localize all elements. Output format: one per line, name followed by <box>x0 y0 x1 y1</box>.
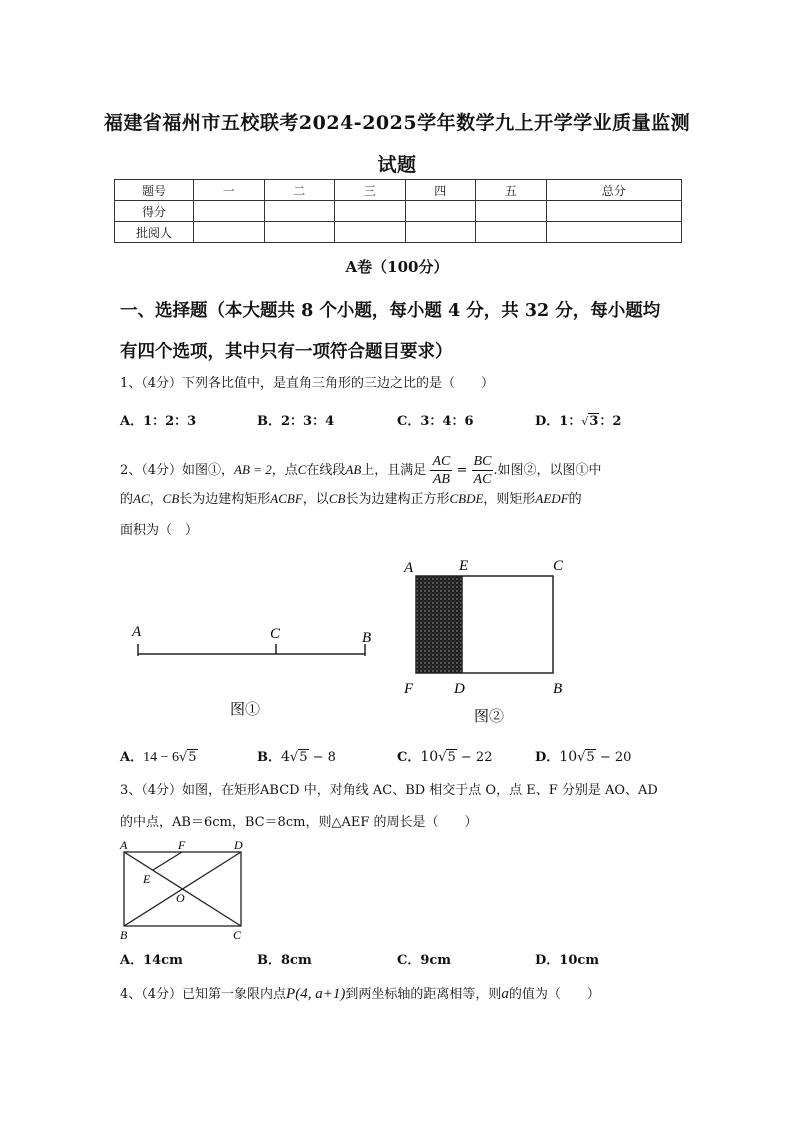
option-term: 4 <box>281 749 290 765</box>
score-cell <box>264 222 335 243</box>
label-b: B <box>362 630 372 646</box>
label-d: D <box>234 838 243 852</box>
score-table-row <box>115 222 682 243</box>
q2-math: ACBF <box>270 491 303 506</box>
q1-option-d-radicand: 3 <box>589 414 599 429</box>
question-2-line2 <box>120 489 582 510</box>
fraction-numerator: AC <box>432 454 451 469</box>
section-heading-line2: 有四个选项，其中只有一项符合题目要求） <box>120 342 453 362</box>
label-e: E <box>459 558 469 574</box>
segment-ef <box>153 852 182 870</box>
q4-point: P(4, a+1) <box>286 986 346 1002</box>
q2-text: 的 <box>120 492 134 507</box>
option-label: D． <box>535 750 560 765</box>
q2-figure-1 <box>128 616 388 726</box>
q2-text: 的 <box>568 492 582 507</box>
q1-option-d-prefix: D．1： <box>535 414 582 429</box>
label-c: C <box>553 558 564 574</box>
option-term: − 8 <box>308 750 336 765</box>
score-cell <box>476 222 547 243</box>
score-table-row <box>115 201 682 222</box>
label-e: E <box>143 872 151 886</box>
q2-figure-2 <box>396 554 576 726</box>
q4-var: a <box>501 986 509 1002</box>
section-heading-line1: 一、选择题（本大题共 8 个小题，每小题 4 分，共 32 分，每小题均 <box>120 301 661 321</box>
q2-equals: = <box>456 463 468 478</box>
score-cell <box>546 201 682 222</box>
paper-title-line1: 福建省福州市五校联考2024-2025学年数学九上开学学业质量监测 <box>103 112 691 134</box>
q2-text: ，以 <box>302 492 329 507</box>
q2-fraction-bc-ac <box>472 453 494 488</box>
score-table-header-row <box>115 180 682 201</box>
question-2-line3: 面积为（ ） <box>120 523 199 538</box>
q1-option-d: D．1：√3：2 <box>535 414 622 429</box>
question-2-line1 <box>120 453 602 488</box>
q2-math: CB <box>162 491 180 506</box>
fraction-numerator: BC <box>473 454 492 469</box>
fraction-denominator: AC <box>473 472 492 487</box>
q2-text: 长为边建构矩形 <box>179 492 271 507</box>
q2-option-b: B．4√5 − 8 <box>257 749 336 765</box>
score-cell <box>476 201 547 222</box>
label-d: D <box>454 681 465 697</box>
score-cell <box>194 222 265 243</box>
option-term: 14 − 6 <box>143 750 179 765</box>
score-cell <box>405 222 476 243</box>
option-label: C． <box>397 750 421 765</box>
score-cell <box>264 201 335 222</box>
label-b: B <box>120 928 128 942</box>
q3-figure <box>114 836 254 944</box>
score-row-label: 批阅人 <box>115 222 194 243</box>
option-radicand: 5 <box>586 750 595 765</box>
score-cell <box>546 222 682 243</box>
option-term: − 22 <box>456 750 493 765</box>
q2-text: ，则矩形 <box>483 492 536 507</box>
score-header-cell: 四 <box>405 180 476 201</box>
figure-1-caption: 图① <box>230 702 261 718</box>
q2-text: 上，且满足 <box>361 463 427 478</box>
score-header-cell: 五 <box>476 180 547 201</box>
q2-math: AB = 2 <box>234 462 272 477</box>
option-term: 10 <box>420 749 439 765</box>
q1-option-b: B．2：3：4 <box>257 414 335 429</box>
question-1-stem: 1、（4分）下列各比值中，是直角三角形的三边之比的是（ ） <box>120 376 495 391</box>
q1-option-a: A．1：2：3 <box>120 414 197 429</box>
q2-text: ， <box>149 492 163 507</box>
question-3-line1: 3、（4分）如图，在矩形ABCD 中，对角线 AC、BD 相交于点 O，点 E、F 分别是 AO、AD <box>120 783 658 798</box>
q2-option-c: C．10√5 − 22 <box>397 749 493 765</box>
q3-option-b: B．8cm <box>257 953 312 968</box>
q4-text: 的值为（ ） <box>508 987 600 1002</box>
label-c: C <box>233 928 242 942</box>
option-radicand: 5 <box>188 750 197 765</box>
score-cell <box>335 201 406 222</box>
option-term: 10 <box>559 749 578 765</box>
q1-option-c: C．3：4：6 <box>397 414 474 429</box>
q2-fraction-ac-ab <box>430 453 452 488</box>
label-o: O <box>176 891 185 905</box>
q3-option-d: D．10cm <box>535 953 600 968</box>
label-a: A <box>132 624 142 640</box>
q4-text: 4、（4分）已知第一象限内点 <box>120 987 287 1002</box>
q3-option-a: A．14cm <box>120 953 183 968</box>
option-radicand: 5 <box>447 750 456 765</box>
option-term: − 20 <box>595 750 632 765</box>
q2-option-a: A．14 − 6√5 <box>120 750 197 765</box>
figure-2-caption: 图② <box>474 709 505 725</box>
q2-math: CB <box>328 491 346 506</box>
question-4 <box>120 984 600 1005</box>
score-table <box>114 179 682 243</box>
label-f: F <box>404 681 414 697</box>
score-header-cell: 三 <box>335 180 406 201</box>
label-f: F <box>178 838 186 852</box>
option-label: A． <box>120 750 144 765</box>
q2-math: AEDF <box>535 491 569 506</box>
label-a: A <box>404 560 414 576</box>
option-radicand: 5 <box>299 750 308 765</box>
part-title: A卷（100分） <box>345 258 449 276</box>
q4-text: 到两坐标轴的距离相等，则 <box>345 987 502 1002</box>
score-header-cell: 二 <box>264 180 335 201</box>
q2-math: AB <box>345 462 362 477</box>
label-a: A <box>120 838 128 852</box>
fraction-denominator: AB <box>432 472 450 487</box>
q2-text: 2、（4分）如图①， <box>120 463 235 478</box>
q2-math: AC <box>133 491 150 506</box>
q2-text: ，点 <box>271 463 298 478</box>
paper-title-line2: 试题 <box>377 154 417 176</box>
q2-math: CBDE <box>449 491 484 506</box>
score-header-cell: 总分 <box>546 180 682 201</box>
q2-math: C <box>297 462 307 477</box>
question-3-line2: 的中点，AB＝6cm，BC＝8cm，则△AEF 的周长是（ ） <box>120 815 478 830</box>
score-cell <box>335 222 406 243</box>
q2-text: 在线段 <box>306 463 346 478</box>
shaded-rectangle-aedf <box>416 576 462 673</box>
q2-option-d: D．10√5 − 20 <box>535 749 632 765</box>
score-row-label: 得分 <box>115 201 194 222</box>
q1-option-d-suffix: ：2 <box>599 414 622 429</box>
q2-text: .如图②，以图①中 <box>493 463 602 478</box>
q3-option-c: C．9cm <box>397 953 452 968</box>
score-header-cell: 题号 <box>115 180 194 201</box>
option-label: B． <box>257 750 281 765</box>
score-cell <box>194 201 265 222</box>
label-c: C <box>270 626 281 642</box>
score-header-cell: 一 <box>194 180 265 201</box>
score-cell <box>405 201 476 222</box>
q2-text: 长为边建构正方形 <box>345 492 450 507</box>
label-b: B <box>553 681 563 697</box>
